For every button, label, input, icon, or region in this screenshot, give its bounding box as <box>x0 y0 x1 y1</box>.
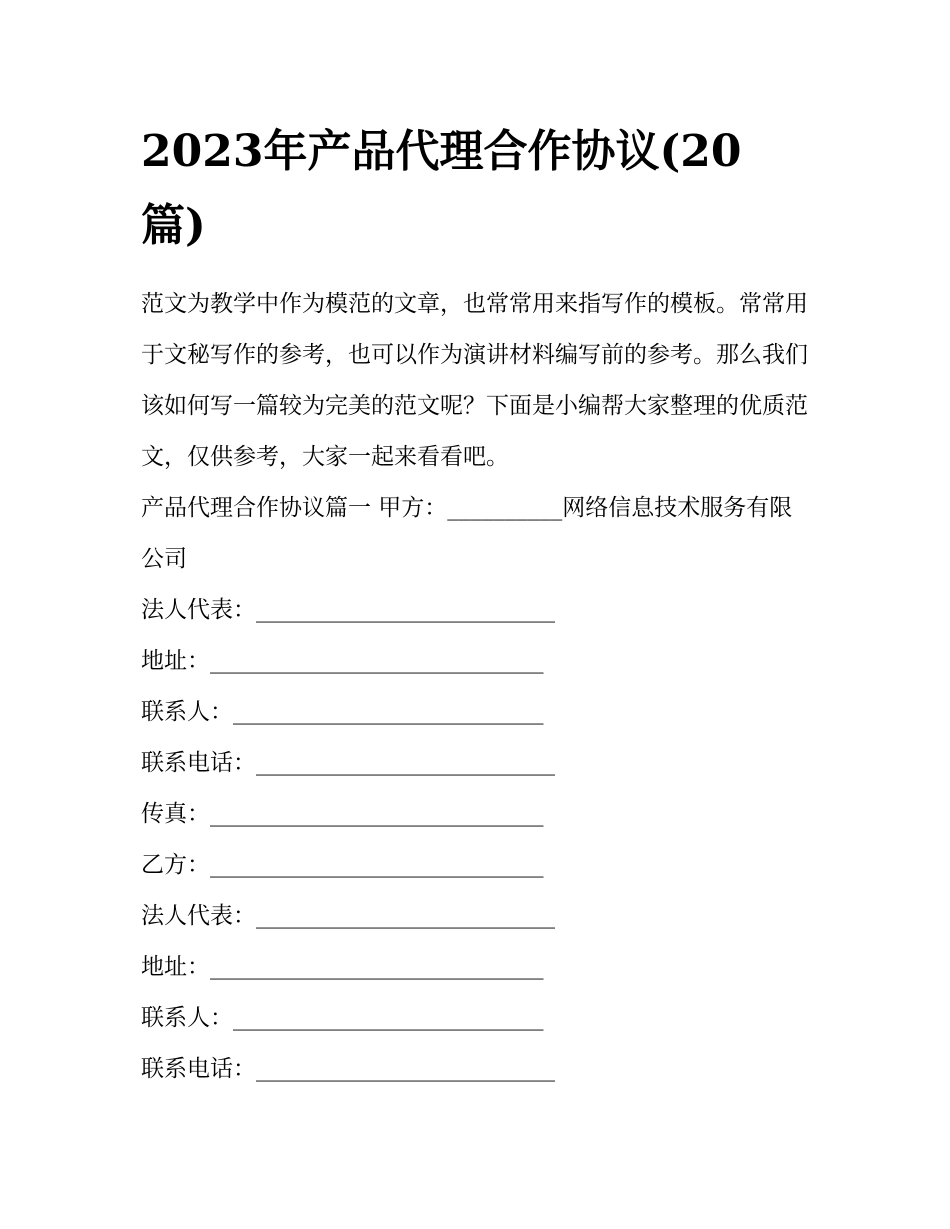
party-a-fax-field: 传真：_____________________________ <box>141 801 544 827</box>
section-heading: 产品代理合作协议篇一 甲方：__________网络信息技术服务有限公司 <box>141 495 793 572</box>
party-b-phone-field: 联系电话：__________________________ <box>141 1056 555 1082</box>
party-a-address-field: 地址：_____________________________ <box>141 648 544 674</box>
intro-paragraph: 范文为教学中作为模范的文章，也常常用来指写作的模板。常常用于文秘写作的参考，也可以作为演讲材料编写前的参考。那么我们该如何写一篇较为完美的范文呢？下面是小编帮大家整理的优质范文，仅供参考，大家一起来看看吧。 <box>141 291 808 470</box>
party-a-phone-field: 联系电话：__________________________ <box>141 750 555 776</box>
document-title: 2023年产品代理合作协议(20篇) <box>141 126 742 251</box>
party-b-field: 乙方：_____________________________ <box>141 852 544 878</box>
party-b-contact-field: 联系人：___________________________ <box>141 1005 544 1031</box>
party-b-address-field: 地址：_____________________________ <box>141 954 544 980</box>
party-b-legal-rep-field: 法人代表：__________________________ <box>141 903 555 929</box>
party-a-contact-field: 联系人：___________________________ <box>141 699 544 725</box>
party-a-legal-rep-field: 法人代表：__________________________ <box>141 597 555 623</box>
document-page <box>141 115 821 1095</box>
